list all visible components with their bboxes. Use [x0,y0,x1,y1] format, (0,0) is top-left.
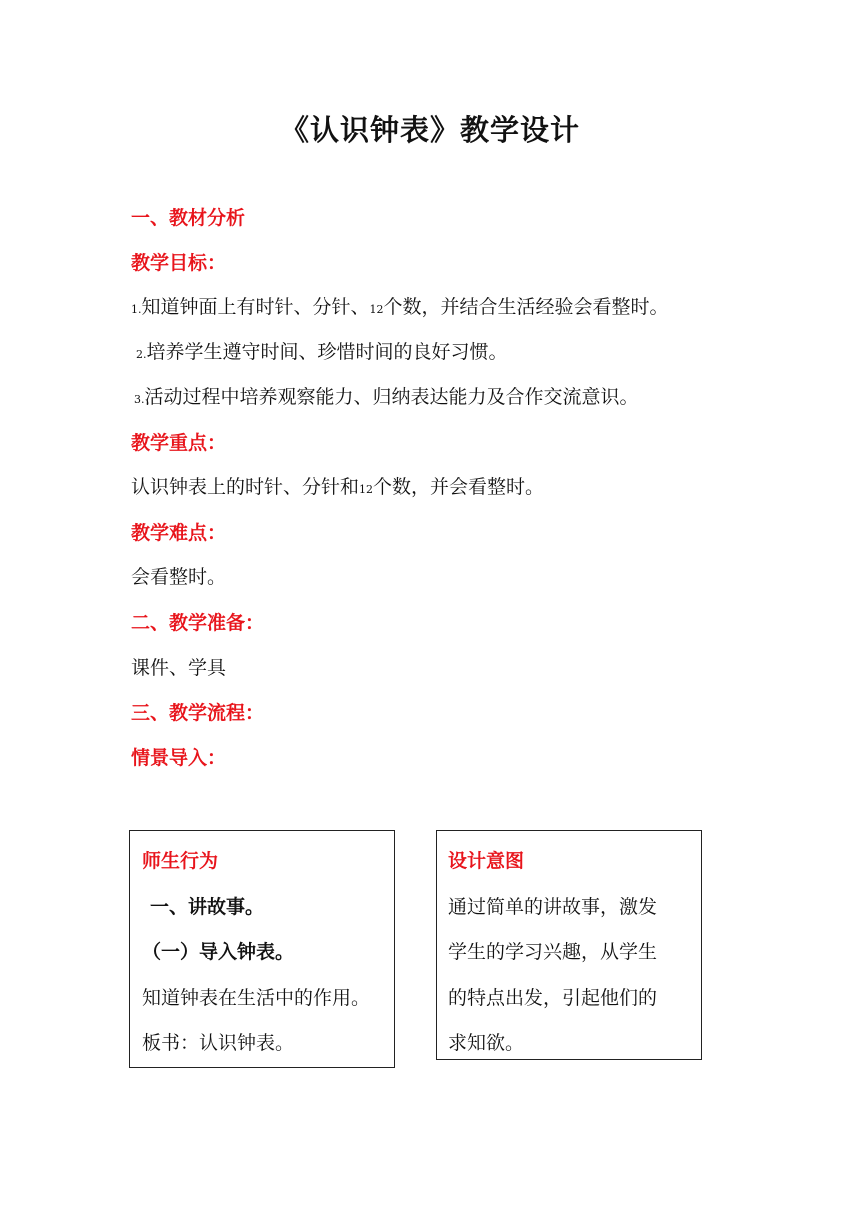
goal-item-text-cont: 个数，并结合生活经验会看整时。 [383,296,669,318]
box-left-line-1: 一、讲故事。 [150,896,265,918]
difficult-point-text: 会看整时。 [131,566,227,588]
box-heading-left: 师生行为 [142,850,219,872]
section-heading-analysis: 一、教材分析 [131,207,246,229]
box-right-line-4: 求知欲。 [448,1032,525,1054]
section-heading-prep: 二、教学准备： [131,612,265,634]
goal-item-3 [134,384,639,413]
goal-item-number: 1. [131,303,142,316]
section-heading-flow: 三、教学流程： [131,702,265,724]
section-heading-intro: 情景导入： [131,747,227,769]
box-left-line-4: 板书：认识钟表。 [142,1032,295,1054]
key-point-text-a: 认识钟表上的时针、分针和 [131,476,360,498]
box-left-line-2: （一）导入钟表。 [142,941,295,963]
key-point-text [131,474,544,503]
prep-text: 课件、学具 [131,657,227,679]
goal-item-2 [136,339,508,368]
goal-item-text: 知道钟面上有时针、分针、 [141,296,370,318]
box-heading-right: 设计意图 [448,850,525,872]
design-intent-box [436,830,702,1060]
key-point-text-b: 个数，并会看整时。 [373,476,545,498]
section-heading-difficult: 教学难点： [131,522,227,544]
goal-item-text: 活动过程中培养观察能力、归纳表达能力及合作交流意识。 [144,386,639,408]
key-point-count: 12 [359,483,374,496]
goal-item-1 [131,294,669,323]
box-right-line-1: 通过简单的讲故事，激发 [448,896,658,918]
box-right-line-3: 的特点出发，引起他们的 [448,987,658,1009]
goal-item-text: 培养学生遵守时间、珍惜时间的良好习惯。 [146,341,508,363]
teacher-student-box [129,830,395,1068]
page-title: 《认识钟表》教学设计 [279,113,580,147]
goal-item-count: 12 [369,303,384,316]
goal-item-number: 2. [136,348,147,361]
goal-item-number: 3. [134,393,145,406]
section-heading-key: 教学重点： [131,432,227,454]
box-left-line-3: 知道钟表在生活中的作用。 [142,987,371,1009]
section-heading-goals: 教学目标： [131,252,227,274]
box-right-line-2: 学生的学习兴趣，从学生 [448,941,658,963]
